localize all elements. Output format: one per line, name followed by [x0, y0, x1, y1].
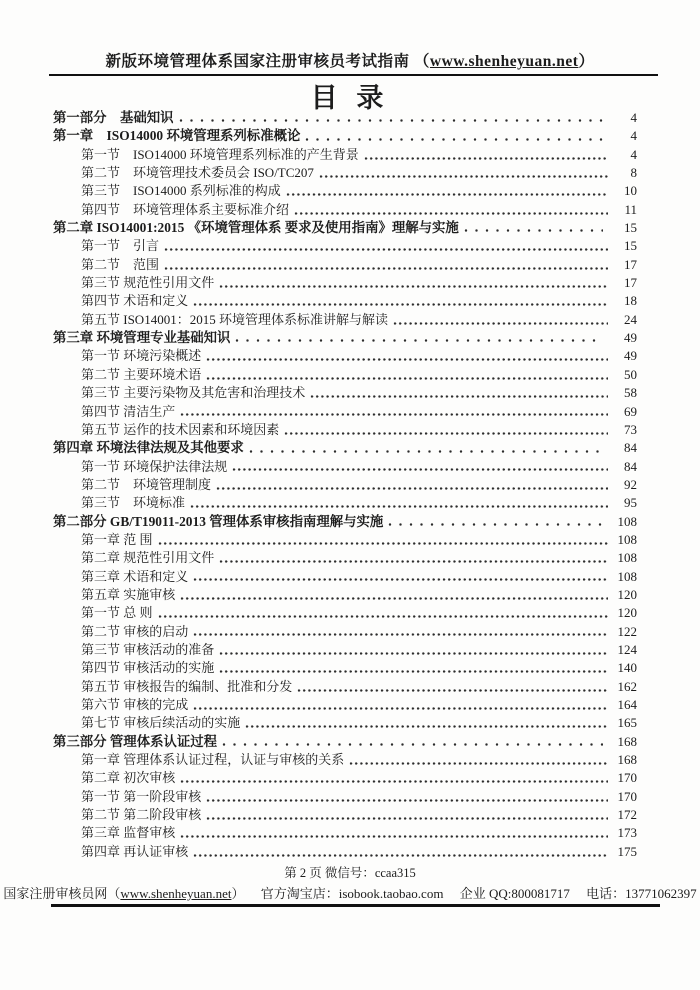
toc-entry-label: 第一章 管理体系认证过程，认证与审核的关系 [81, 752, 345, 768]
toc-entry [53, 109, 637, 127]
toc-leader-dots [219, 559, 608, 564]
toc-page-number: 124 [617, 641, 637, 657]
toc-entry-label: 第四节 清洁生产 [81, 403, 176, 419]
toc-entry [53, 219, 637, 237]
toc-entry [53, 237, 637, 255]
toc-page-number: 168 [617, 733, 637, 749]
toc-page-number: 108 [617, 531, 637, 547]
toc-page-number: 49 [624, 348, 637, 364]
toc-leader-dots [364, 156, 608, 161]
toc-page-number: 170 [617, 770, 637, 786]
header-paren-close: ） [578, 53, 595, 70]
toc-leader-dots [349, 761, 608, 766]
toc-entry [53, 127, 637, 145]
footer-shop: 官方淘宝店：isobook.taobao.com [260, 886, 444, 901]
toc-page-number: 168 [617, 752, 637, 768]
toc-entry-label: 第三节 主要污染物及其危害和治理技术 [81, 385, 306, 401]
toc-page-number: 4 [630, 128, 637, 144]
toc-entry-label: 第一节 ISO14000 环境管理系列标准的产生背景 [81, 146, 359, 162]
toc-leader-dots [305, 137, 603, 142]
toc-page-number: 4 [630, 110, 637, 125]
toc-entry [53, 476, 637, 494]
toc-leader-dots [179, 118, 603, 123]
toc-page-number: 50 [624, 366, 637, 382]
toc-page-number: 49 [624, 330, 637, 346]
toc-leader-dots [193, 632, 608, 637]
toc-entry-label: 第一章 范 围 [81, 531, 153, 547]
toc-page-number: 73 [624, 421, 637, 437]
toc-entry [53, 384, 637, 402]
toc-entry [53, 659, 637, 677]
toc-page-number: 4 [630, 146, 637, 162]
toc-entry [53, 201, 637, 219]
toc-entry [53, 347, 637, 365]
toc-entry [53, 439, 637, 457]
toc-leader-dots [284, 431, 608, 436]
toc-leader-dots [393, 321, 608, 326]
footer-rule [51, 904, 660, 907]
toc-page-number: 108 [617, 550, 637, 566]
toc-leader-dots [193, 577, 608, 582]
toc-leader-dots [206, 376, 608, 381]
toc-entry-label: 第二节 环境管理制度 [81, 476, 212, 492]
toc-page-number: 69 [624, 403, 637, 419]
toc-leader-dots [388, 522, 603, 527]
header-site-url: www.shenheyuan.net [429, 53, 579, 70]
toc-entry [53, 788, 637, 806]
toc-entry [53, 714, 637, 732]
toc-entry-label: 第二部分 GB/T19011-2013 管理体系审核指南理解与实施 [53, 513, 384, 529]
toc-page-number: 15 [624, 238, 637, 254]
toc-entry-label: 第四节 术语和定义 [81, 293, 189, 309]
toc-entry [53, 733, 637, 751]
toc-entry-label: 第三节 ISO14000 系列标准的构成 [81, 183, 281, 199]
toc-leader-dots [464, 228, 603, 233]
toc-entry-label: 第二章 初次审核 [81, 770, 176, 786]
toc-entry [53, 292, 637, 310]
toc-page-number: 108 [617, 513, 637, 529]
toc-page-number: 17 [624, 275, 637, 291]
toc-page-number: 170 [617, 788, 637, 804]
toc-page-number: 120 [617, 605, 637, 621]
toc-page-number: 17 [624, 256, 637, 272]
toc-leader-dots [158, 614, 608, 619]
toc-entry-label: 第三节 环境标准 [81, 495, 186, 511]
toc-page-number: 18 [624, 293, 637, 309]
toc-entry-label: 第一节 环境污染概述 [81, 348, 202, 364]
toc-entry-label: 第三章 环境管理专业基础知识 [53, 330, 231, 346]
toc-page-number: 175 [617, 843, 637, 859]
toc-entry-label: 第一部分 基础知识 [53, 110, 174, 125]
toc-entry [53, 604, 637, 622]
toc-entry [53, 531, 637, 549]
toc-leader-dots [219, 669, 608, 674]
toc-entry-label: 第二章 ISO14001:2015 《环境管理体系 要求及使用指南》理解与实施 [53, 220, 459, 236]
toc-entry [53, 182, 637, 200]
toc-page-number: 8 [630, 165, 637, 181]
toc-entry [53, 366, 637, 384]
page-title: 目 录 [310, 83, 390, 113]
toc-entry [53, 146, 637, 164]
toc-entry-label: 第二节 第二阶段审核 [81, 807, 202, 823]
toc-leader-dots [180, 412, 608, 417]
toc-entry [53, 311, 637, 329]
toc-page-number: 165 [617, 715, 637, 731]
toc-leader-dots [232, 467, 608, 472]
toc-entry [53, 458, 637, 476]
toc-entry-label: 第二节 审核的启动 [81, 623, 189, 639]
toc-leader-dots [219, 284, 608, 289]
toc-entry-label: 第一节 总 则 [81, 605, 153, 621]
toc-leader-dots [294, 211, 608, 216]
toc-leader-dots [164, 266, 608, 271]
toc-entry [53, 641, 637, 659]
toc-entry-label: 第五节 审核报告的编制、批准和分发 [81, 678, 293, 694]
toc-page-number: 10 [624, 183, 637, 199]
toc-entry [53, 843, 637, 861]
toc-entry-label: 第一节 引言 [81, 238, 160, 254]
toc-entry [53, 329, 637, 347]
toc-list [53, 109, 637, 861]
toc-leader-dots [216, 486, 608, 491]
toc-leader-dots [206, 816, 608, 821]
footer-site-close: ） [231, 886, 245, 901]
toc-page-number: 164 [617, 697, 637, 712]
toc-leader-dots [180, 834, 608, 839]
toc-entry-label: 第二章 规范性引用文件 [81, 550, 215, 566]
toc-entry [53, 403, 637, 421]
toc-page-number: 140 [617, 660, 637, 676]
toc-entry-label: 第一章 ISO14000 环境管理系列标准概论 [53, 128, 301, 144]
toc-entry-label: 第三章 监督审核 [81, 825, 176, 841]
toc-page-number: 172 [617, 807, 637, 823]
toc-entry-label: 第一节 环境保护法律法规 [81, 458, 228, 474]
toc-page-number: 120 [617, 586, 637, 602]
header-title: 新版环境管理体系国家注册审核员考试指南 [105, 53, 410, 70]
toc-entry-label: 第四节 审核活动的实施 [81, 660, 215, 676]
toc-leader-dots [235, 338, 603, 343]
toc-entry [53, 549, 637, 567]
toc-leader-dots [319, 174, 608, 179]
toc-leader-dots [180, 779, 608, 784]
toc-leader-dots [193, 302, 608, 307]
toc-entry-label: 第四章 再认证审核 [81, 843, 189, 859]
toc-page-number: 84 [624, 458, 637, 474]
toc-page-number: 173 [617, 825, 637, 841]
toc-entry-label: 第四节 环境管理体系主要标准介绍 [81, 201, 290, 217]
toc-entry-label: 第三节 审核活动的准备 [81, 641, 215, 657]
toc-page-number: 84 [624, 440, 637, 456]
toc-leader-dots [219, 651, 608, 656]
toc-entry [53, 421, 637, 439]
footer-site-url: www.shenheyuan.net [120, 886, 232, 901]
toc-page-number: 92 [624, 476, 637, 492]
toc-entry-label: 第二节 范围 [81, 256, 160, 272]
toc-entry [53, 164, 637, 182]
toc-entry-label: 第一节 第一阶段审核 [81, 788, 202, 804]
toc-entry-label: 第五节 ISO14001：2015 环境管理体系标准讲解与解读 [81, 311, 388, 327]
toc-entry [53, 586, 637, 604]
toc-entry [53, 623, 637, 641]
toc-leader-dots [193, 706, 608, 711]
toc-entry [53, 769, 637, 787]
toc-entry-label: 第五节 运作的技术因素和环境因素 [81, 421, 280, 437]
toc-page-number: 15 [624, 220, 637, 236]
footer-page-info: 第 2 页 微信号：ccaa315 [284, 866, 416, 880]
toc-leader-dots [158, 541, 608, 546]
toc-page-number: 122 [617, 623, 637, 639]
footer-site-label: 国家注册审核员网（ [3, 886, 121, 901]
toc-leader-dots [206, 798, 608, 803]
header-paren-open: （ [413, 53, 430, 70]
toc-entry [53, 678, 637, 696]
toc-entry-label: 第三章 术语和定义 [81, 568, 189, 584]
toc-leader-dots [180, 596, 608, 601]
toc-entry [53, 513, 637, 531]
toc-leader-dots [286, 192, 608, 197]
toc-entry [53, 494, 637, 512]
toc-leader-dots [164, 247, 608, 252]
toc-entry [53, 824, 637, 842]
toc-leader-dots [190, 504, 608, 509]
page-header [0, 49, 700, 71]
toc-leader-dots [206, 357, 608, 362]
toc-entry [53, 751, 637, 769]
toc-page-number: 162 [617, 678, 637, 694]
toc-page-number: 24 [624, 311, 637, 327]
toc-page-number: 95 [624, 495, 637, 511]
toc-entry [53, 696, 637, 714]
toc-leader-dots [310, 394, 608, 399]
footer-qq: 企业 QQ:800081717 [459, 886, 570, 901]
toc-entry-label: 第七节 审核后续活动的实施 [81, 715, 241, 731]
toc-page-number: 58 [624, 385, 637, 401]
toc-leader-dots [245, 724, 608, 729]
toc-entry [53, 256, 637, 274]
toc-leader-dots [249, 449, 603, 454]
footer-contact [0, 883, 700, 902]
toc-entry-label: 第五章 实施审核 [81, 586, 176, 602]
toc-entry-label: 第六节 审核的完成 [81, 697, 189, 712]
toc-leader-dots [297, 688, 608, 693]
toc-entry-label: 第二节 环境管理技术委员会 ISO/TC207 [81, 165, 314, 181]
toc-leader-dots [193, 853, 608, 858]
toc-page-number: 11 [624, 201, 637, 217]
toc-entry [53, 806, 637, 824]
footer-phone: 电话：13771062397 [586, 886, 697, 901]
toc-leader-dots [222, 742, 603, 747]
toc-entry-label: 第三部分 管理体系认证过程 [53, 733, 218, 749]
toc-entry [53, 274, 637, 292]
toc-entry-label: 第二节 主要环境术语 [81, 366, 202, 382]
toc-entry-label: 第四章 环境法律法规及其他要求 [53, 440, 244, 456]
toc-entry-label: 第三节 规范性引用文件 [81, 275, 215, 291]
toc-page-number: 108 [617, 568, 637, 584]
toc-entry [53, 568, 637, 586]
